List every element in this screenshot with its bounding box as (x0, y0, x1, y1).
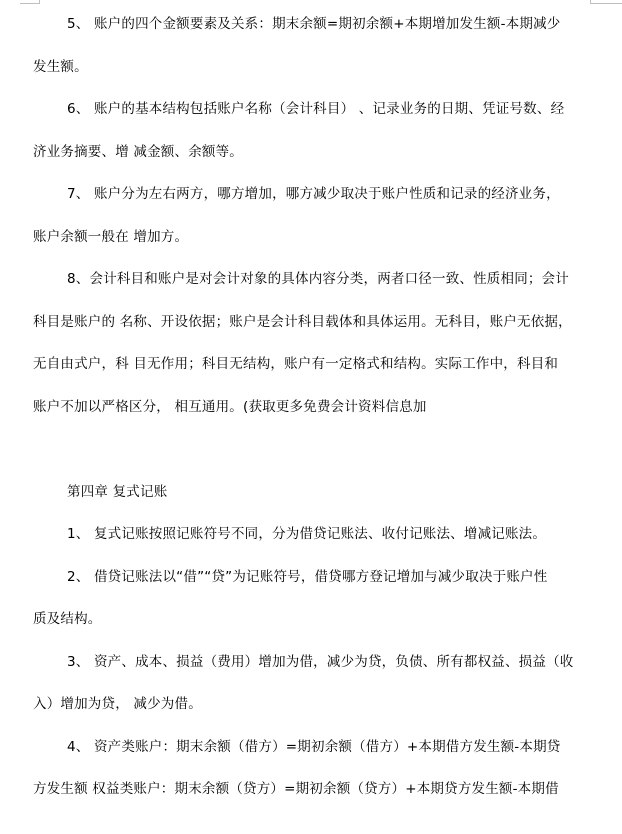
paragraph-8-line-2: 科目是账户的 名称、开设依据；账户是会计科目载体和具体运用。无科目，账户无依据， (33, 314, 572, 330)
paragraph-5-line-2: 发生额。 (33, 59, 88, 75)
ch4-paragraph-1: 1、 复式记账按照记账符号不同，分为借贷记账法、收付记账法、增减记账法。 (67, 526, 547, 542)
page-corner-mark-top-right (590, 0, 622, 4)
paragraph-6-line-2: 济业务摘要、增 减金额、余额等。 (33, 144, 243, 160)
chapter-4-heading: 第四章 复式记账 (67, 484, 168, 500)
paragraph-7-line-2: 账户余额一般在 增加方。 (33, 229, 189, 245)
paragraph-6-line-1: 6、 账户的基本结构包括账户名称（会计科目） 、记录业务的日期、凭证号数、经 (67, 101, 565, 117)
page-corner-mark-top-left (20, 0, 40, 4)
ch4-paragraph-2-line-2: 质及结构。 (33, 611, 102, 627)
paragraph-8-line-3: 无自由式户，科 目无作用；科目无结构，账户有一定格式和结构。实际工作中，科目和 (33, 356, 559, 372)
ch4-paragraph-4-line-2: 方发生额 权益类账户：期末余额（贷方）=期初余额（贷方）+本期贷方发生额-本期借 (33, 781, 559, 797)
ch4-paragraph-3-line-2: 入）增加为贷， 减少为借。 (33, 696, 202, 712)
paragraph-8-line-4: 账户不加以严格区分， 相互通用。(获取更多免费会计资料信息加 (33, 399, 427, 415)
paragraph-7-line-1: 7、 账户分为左右两方，哪方增加，哪方减少取决于账户性质和记录的经济业务， (67, 186, 560, 202)
paragraph-8-line-1: 8、会计科目和账户是对会计对象的具体内容分类，两者口径一致、性质相同；会计 (67, 271, 569, 287)
paragraph-5-line-1: 5、 账户的四个金额要素及关系：期末余额=期初余额+本期增加发生额-本期减少 (67, 16, 561, 32)
ch4-paragraph-4-line-1: 4、 资产类账户：期末余额（借方）=期初余额（借方）+本期借方发生额-本期贷 (67, 739, 561, 755)
ch4-paragraph-3-line-1: 3、 资产、成本、损益（费用）增加为借，减少为贷，负债、所有都权益、损益（收 (67, 654, 574, 670)
ch4-paragraph-2-line-1: 2、 借贷记账法以“借”“贷”为记账符号，借贷哪方登记增加与减少取决于账户性 (67, 569, 548, 585)
